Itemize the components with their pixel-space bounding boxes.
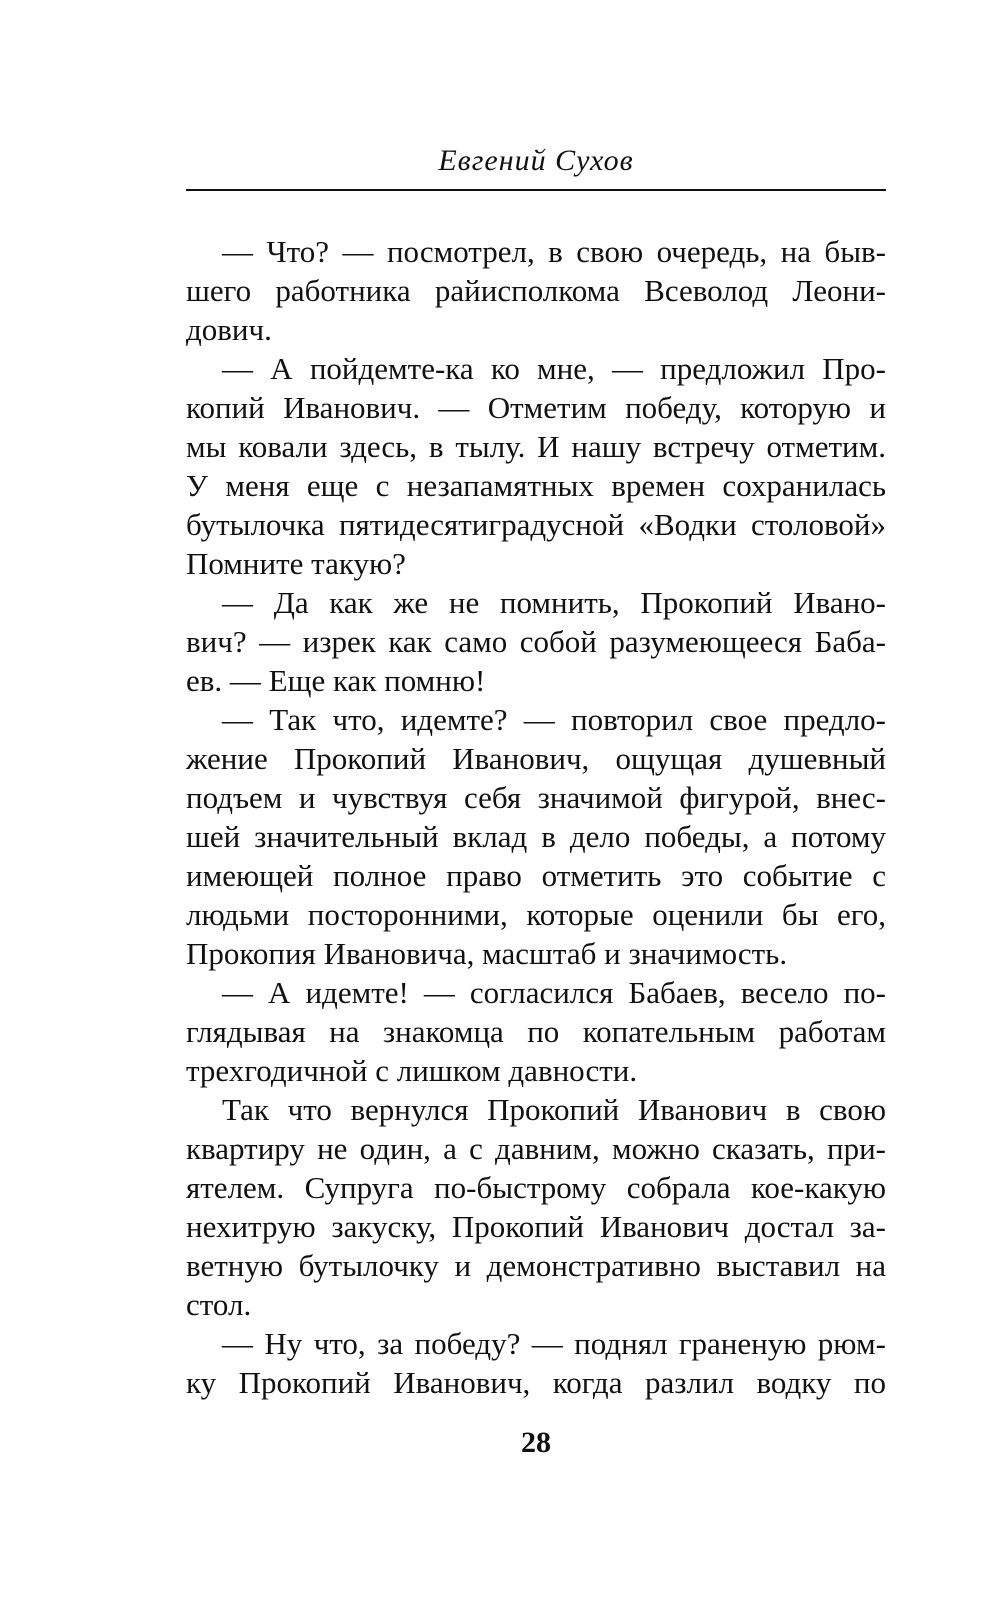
text-line: квартиру не один, а с давним, можно сказать, при-	[186, 1131, 886, 1166]
paragraph	[186, 349, 886, 583]
text-line: мы ковали здесь, в тылу. И нашу встречу отметим.	[186, 429, 886, 464]
text-line: стол.	[186, 1287, 252, 1322]
text-line: У меня еще с незапамятных времен сохранилась	[186, 468, 886, 503]
text-line: имеющей полное право отметить это событие с	[186, 858, 886, 893]
header-rule	[186, 189, 886, 191]
running-title: Евгений Сухов	[438, 144, 634, 177]
text-line: нехитрую закуску, Прокопий Иванович достал за-	[186, 1209, 886, 1244]
text-line: вич? — изрек как само собой разумеющееся Баба-	[186, 624, 886, 659]
text-line: бутылочка пятидесятиградусной «Водки столовой»	[186, 507, 886, 542]
paragraph	[186, 973, 886, 1090]
text-line: ветную бутылочку и демонстративно выставил на	[186, 1248, 886, 1283]
text-line: — Так что, идемте? — повторил свое предло-	[222, 702, 886, 737]
text-line: — Да как же не помнить, Прокопий Ивано-	[222, 585, 886, 620]
body-text	[186, 232, 886, 1402]
text-line: Так что вернулся Прокопий Иванович в свою	[222, 1092, 886, 1127]
text-line: — А пойдемте-ка ко мне, — предложил Про-	[222, 351, 886, 386]
text-line: шей значительный вклад в дело победы, а потому	[186, 819, 886, 854]
text-line: ку Прокопий Иванович, когда разлил водку по	[186, 1365, 886, 1400]
text-line: — Ну что, за победу? — поднял граненую рюм-	[222, 1326, 886, 1361]
text-line: — А идемте! — согласился Бабаев, весело по-	[222, 975, 886, 1010]
paragraph	[186, 1324, 886, 1402]
text-line: копий Иванович. — Отметим победу, которую и	[186, 390, 886, 425]
paragraph	[186, 583, 886, 700]
text-line: — Что? — посмотрел, в свою очередь, на быв-	[222, 234, 886, 269]
text-line: дович.	[186, 312, 272, 347]
text-line: подъем и чувствуя себя значимой фигурой, внес-	[186, 780, 886, 815]
text-line: людьми посторонними, которые оценили бы его,	[186, 897, 886, 932]
paragraph	[186, 1090, 886, 1324]
text-line: жение Прокопий Иванович, ощущая душевный	[186, 741, 886, 776]
text-line: ев. — Еще как помню!	[186, 663, 486, 698]
text-line: глядывая на знакомца по копательным работам	[186, 1014, 886, 1049]
paragraph	[186, 232, 886, 349]
text-line: Помните такую?	[186, 546, 406, 581]
text-line: Прокопия Ивановича, масштаб и значимость.	[186, 936, 788, 971]
paragraph	[186, 700, 886, 973]
page-number: 28	[521, 1426, 551, 1459]
text-line: трехгодичной с лишком давности.	[186, 1053, 638, 1088]
text-line: шего работника райисполкома Всеволод Леони-	[186, 273, 886, 308]
text-line: ятелем. Супруга по-быстрому собрала кое-какую	[186, 1170, 886, 1205]
